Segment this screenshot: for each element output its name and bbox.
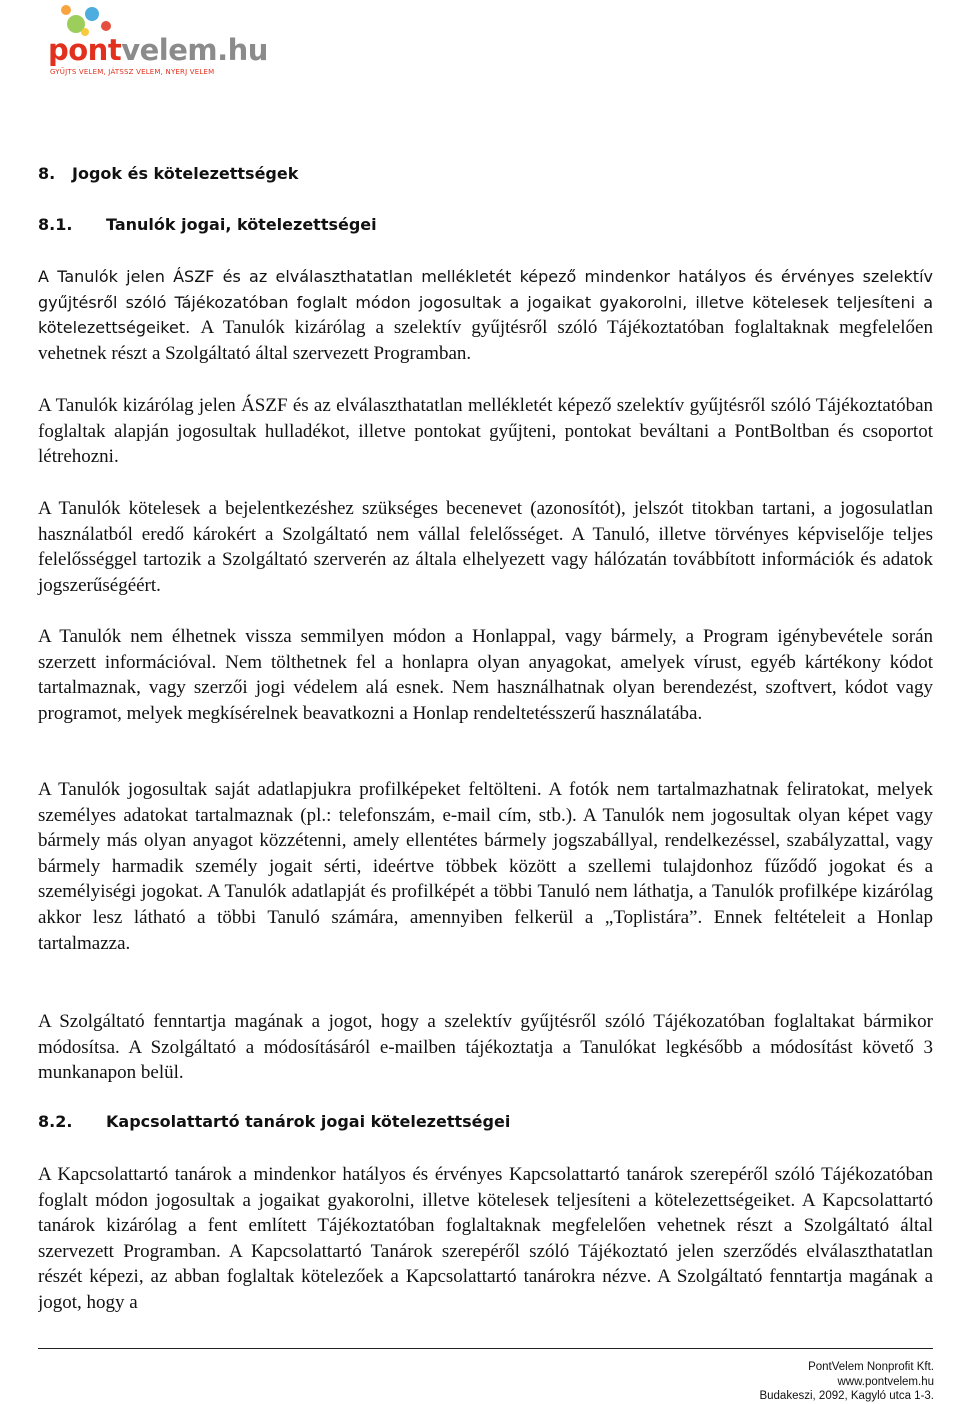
footer-address: Budakeszi, 2092, Kagyló utca 1-3. [759, 1390, 934, 1402]
footer-divider [38, 1348, 933, 1349]
logo-wordmark [48, 33, 268, 67]
section-8-heading [38, 164, 298, 183]
section-8-number: 8. [38, 164, 56, 183]
paragraph-2: A Tanulók kizárólag jelen ÁSZF és az elválaszthatatlan mellékletét képező szelektív gyűjtésről szóló Tájékoztatóban foglaltak alapján jogosultak hulladékot, illetve pontokat gyűjteni, pontokat beváltani a PontBoltban és csoportot létrehozni. [38, 395, 933, 468]
logo-brand-pont: pont [48, 33, 122, 67]
section-8-1-number: 8.1. [38, 215, 73, 234]
section-8-title: Jogok és kötelezettségek [72, 164, 299, 183]
paragraph-1 [38, 264, 933, 366]
paragraph-1a: A Tanulók jelen ÁSZF és az elválaszthatatlan mellékletét képező mindenkor hatályos és érvényes szelektív gyűjtésről szóló Tájékozatóban foglalt módon jogosultak a jogaikat gyakorolni, illetve kötelesek teljesíteni a kötelezettségeiket. [38, 267, 933, 338]
paragraph-3: A Tanulók kötelesek a bejelentkezéshez szükséges becenevet (azonosítót), jelszót titokban tartani, a jogosulatlan használatból eredő károkért a Szolgáltató nem vállal felelősséget. A Tanuló, illetve törvényes képviselője teljes felelősséggel tartozik a Szolgáltató szerverén az általa elhelyezett vagy hálózatán továbbított információk és adatok jogszerűségéért. [38, 498, 933, 596]
section-8-1-heading [38, 215, 377, 234]
footer [759, 1360, 934, 1404]
section-8-2-number: 8.2. [38, 1112, 73, 1131]
footer-website[interactable]: www.pontvelem.hu [837, 1375, 934, 1388]
section-8-1-title: Tanulók jogai, kötelezettségei [106, 215, 377, 234]
section-8-2-title: Kapcsolattartó tanárok jogai kötelezettségei [106, 1112, 511, 1131]
paragraph-4: A Tanulók nem élhetnek vissza semmilyen módon a Honlappal, vagy bármely, a Program igénybevétele során szerzett információval. Nem tölthetnek fel a honlapra olyan anyagokat, amelyek vírust, egyéb kártékony kódot tartalmaznak, vagy szerzői jogi védelem alá esnek. Nem használhatnak olyan berendezést, szoftvert, kódot vagy programot, melyek megkísérelnek beavatkozni a Honlap rendeltetésszerű használatába. [38, 626, 933, 724]
logo-tagline: GYŰJTS VELEM, JÁTSSZ VELEM, NYERJ VELEM [50, 68, 215, 76]
paragraph-5: A Tanulók jogosultak saját adatlapjukra profilképeket feltölteni. A fotók nem tartalmazhatnak feliratokat, melyek személyes adatokat tartalmaznak (pl.: telefonszám, e-mail cím, stb.). A Tanulók nem jogosultak olyan képet vagy bármely más olyan anyagot közzétenni, amely ellentétes bármely jogszabállyal, rendelkezéssel, szabályzattal, vagy bármely harmadik személy jogait sérti, ideértve többek között a szellemi tulajdonhoz fűződő jogokat és a személyiségi jogokat. A Tanulók adatlapját és profilképét a többi Tanuló nem láthatja, a Tanulók profilképe kizárólag akkor lesz látható a többi Tanuló számára, amennyiben felkerül a „Toplistára”. Ennek feltételeit a Honlap tartalmazza. [38, 779, 933, 954]
footer-company: PontVelem Nonprofit Kft. [808, 1361, 934, 1373]
paragraph-1b: A Tanulók kizárólag a szelektív gyűjtésről szóló Tájékoztatóban foglaltaknak megfelelően vehetnek részt a Szolgáltató által szervezett Programban. [38, 317, 933, 364]
section-8-2-heading [38, 1112, 510, 1131]
paragraph-7: A Kapcsolattartó tanárok a mindenkor hatályos és érvényes Kapcsolattartó tanárok szerepéről szóló Tájékozatóban foglalt módon jogosultak a jogaikat gyakorolni, illetve kötelesek teljesíteni a kötelezettségeiket. A Kapcsolattartó tanárok kizárólag a fent említett Tájékoztatóban foglaltaknak megfelelően vehetnek részt a Szolgáltató által szervezett Programban. A Kapcsolattartó Tanárok szerepéről szóló Tájékoztató jelen szerződés elválaszthatatlan részét képezi, az abban foglaltak kötelezőek a Kapcsolattartó tanárokra nézve. A Szolgáltató fenntartja magának a jogot, hogy a [38, 1164, 933, 1313]
paragraph-6: A Szolgáltató fenntartja magának a jogot, hogy a szelektív gyűjtésről szóló Tájékozatóban foglaltakat bármikor módosítsa. A Szolgáltató a módosításáról e-mailben tájékoztatja a Tanulókat legkésőbb a módosítást követő 3 munkanapon belül. [38, 1011, 933, 1084]
logo-brand-velem: velem.hu [121, 33, 268, 67]
